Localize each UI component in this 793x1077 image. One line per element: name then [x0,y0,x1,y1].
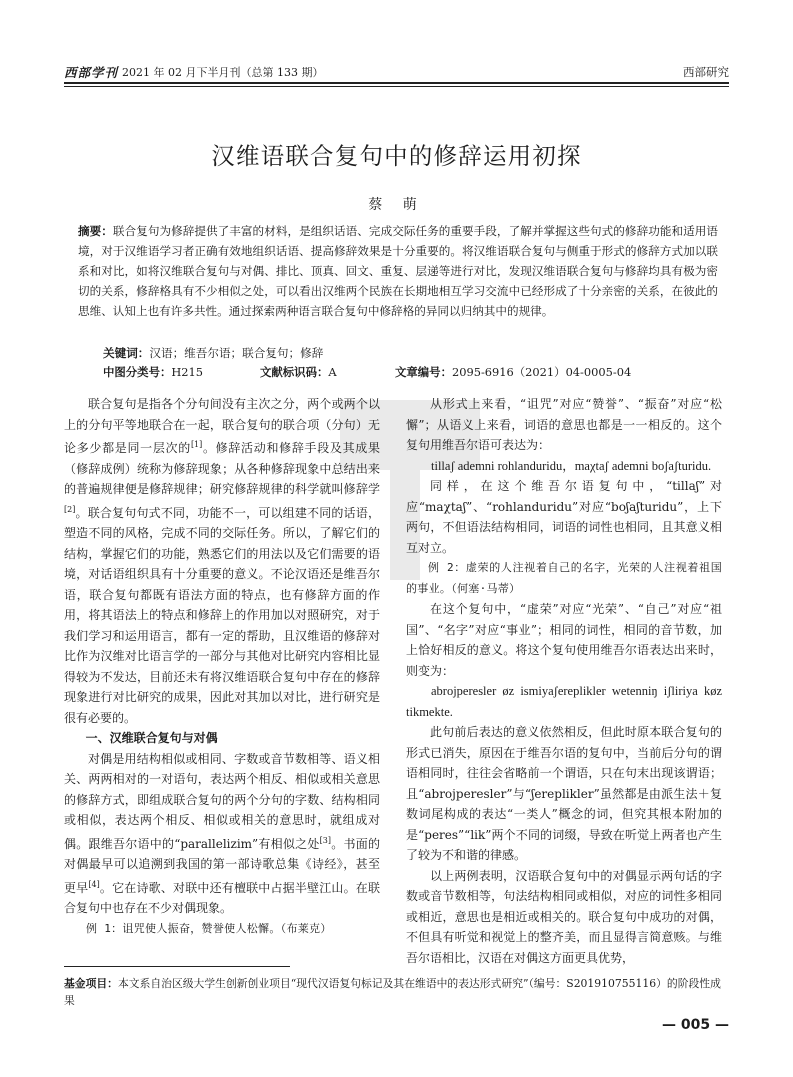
page-header [64,62,729,82]
article-author: 蔡 萌 [368,197,425,213]
header-rule-thick [64,82,729,84]
citation-ref: [4] [88,879,100,889]
article-title: 汉维语联合复句中的修辞运用初探 [211,142,582,170]
paragraph: 在这个复句中，“虚荣”对应“光荣”、“自己”对应“祖国”、“名字”对应“事业”；相同的词性，相同的音节数，加上恰好相反的意义。将这个复句使用维吾尔语表达出来时，则变为： [406,602,722,678]
section-heading: 一、汉维联合复句与对偶 [85,731,218,745]
keywords-text: 汉语；维吾尔语；联合复句；修辞 [149,346,324,360]
abstract-label: 摘要： [78,224,113,238]
footnote-text: 本文系自治区级大学生创新创业项目“现代汉语复句标记及其在维语中的表达形式研究”（编号：S201910755116）的阶段性成果 [64,977,721,1007]
citation-ref: [2] [64,504,76,514]
citation-ref: [3] [319,835,331,845]
clc-label: 中图分类号： [103,365,172,379]
article-number-value: 2095-6916（2021）04-0005-04 [451,365,632,379]
paragraph: 同样，在这个维吾尔语复句中，“tillaʃ”对应“maχtaʃ”、“rohlanduridu”对应“boʃaʃturidu”，上下两句，不但语法结构相同，词语的词性也相同，且其意义相互对立。 [406,479,722,555]
footnote-rule [64,966,290,967]
clc-value: H215 [171,365,204,379]
doc-code [260,364,337,380]
keywords-label: 关键词： [103,346,150,360]
example-sentence: 例 2：虚荣的人注视着自己的名字，光荣的人注视着祖国的事业。（何塞·马蒂） [406,561,722,595]
clc-code [103,364,203,380]
keywords [103,345,323,361]
article-number-label: 文章编号： [395,365,452,379]
uyghur-example: tillaʃ ademni rohlanduridu，maχtaʃ ademni boʃaʃturidu. [431,458,712,473]
body-column-left [64,394,380,939]
section-name: 西部研究 [683,65,729,79]
article-meta [103,364,723,382]
body-column-right [406,394,722,968]
paragraph: 从形式上来看，“诅咒”对应“赞誉”、“振奋”对应“松懈”；从语义上来看，词语的意思也都是一一相反的。这个复句用维吾尔语可表达为： [406,397,722,452]
journal-logo: 西部学刊 [64,65,119,80]
footnote [64,975,729,1009]
example-sentence: 例 1：诅咒使人振奋，赞誉使人松懈。（布莱克） [86,921,332,935]
doc-value: A [328,365,337,379]
header-rule-thin [64,86,729,87]
paragraph: 联合复句是指各个分句间没有主次之分，两个或两个以上的分句平等地联合在一起，联合复句的联合项（分句）无论多少都是同一层次的[1]。修辞活动和修辞手段及其成果（修辞成例）统称为修辞现象；从各种修辞现象中总结出来的普遍规律便是修辞规律；研究修辞规律的科学就叫修辞学[2]。联合复句句式不同，功能不一，可以组建不同的话语，塑造不同的风格，完成不同的交际任务。所以，了解它们的结构，掌握它们的功能，熟悉它们的用法以及它们需要的语境，对话语组织具有十分重要的意义。不论汉语还是维吾尔语，联合复句都既有语法方面的特点，也有修辞方面的作用，将其语法上的特点和修辞上的作用加以对照研究，对于我们学习和运用语言，都有一定的帮助，且汉维语的修辞对比作为汉维对比语言学的一部分与其他对比研究内容相比显得较为不发达，目前还未有将汉维语联合复句中存在的修辞现象进行对比研究的成果，因此对其加以对比，进行研究是很有必要的。 [64,397,380,725]
footnote-label: 基金项目： [64,977,118,990]
paragraph: 以上两例表明，汉语联合复句中的对偶显示两句话的字数或音节数相等，句法结构相同或相似，对应的词性多相同或相近，意思也是相近或相关的。联合复句中成功的对偶，不但具有听觉和视觉上的整齐美，而且显得言简意赅。与维吾尔语相比，汉语在对偶这方面更具优势， [406,868,722,965]
doc-label: 文献标识码： [260,365,329,379]
abstract-text: 联合复句为修辞提供了丰富的材料，是组织话语、完成交际任务的重要手段，了解并掌握这些句式的修辞功能和适用语境，对于汉维语学习者正确有效地组织话语、提高修辞效果是十分重要的。将汉维语联合复句与侧重于形式的修辞方式加以联系和对比，如将汉维联合复句与对偶、排比、顶真、回文、重复、层递等进行对比，发现汉维语联合复句与修辞均具有极为密切的关系，修辞格具有不少相似之处，可以看出汉维两个民族在长期地相互学习交流中已经形成了十分亲密的关系，在彼此的思维、认知上也有许多共性。通过探索两种语言联合复句中修辞格的异同以归纳其中的规律。 [78,224,718,319]
page-number: — 005 — [662,1017,729,1033]
uyghur-example: abrojperesler øz ismiyaʃereplikler wetenniŋ iʃliriya køz tikmekte. [406,684,722,719]
paragraph: 对偶是用结构相似或相同、字数或音节数相等、语义相关、两两相对的一对语句，表达两个相反、相似或相关意思的修辞方式，即组成联合复句的两个分句的字数、结构相同或相似，表达两个相反、相似或相关的意思时，就组成对偶。跟维吾尔语中的“parallelizim”有相似之处[3]。书面的对偶最早可以追溯到我国的第一部诗歌总集《诗经》，甚至更早[4]。它在诗歌、对联中还有檀联中占据半壁江山。在联合复句中也存在不少对偶现象。 [64,751,380,915]
article-number [395,364,631,380]
issue-line: 2021 年 02 月下半月刊（总第 133 期） [122,66,324,79]
citation-ref: [1] [190,440,203,449]
abstract [78,221,718,321]
paragraph: 此句前后表达的意义依然相反，但此时原本联合复句的形式已消失，原因在于维吾尔语的复句中，当前后分句的谓语相同时，往往会省略前一个谓语，只在句末出现该谓语；且“abrojperesler”与“ʃereplikler”虽然都是由派生法＋复数词尾构成的表达“一类人”概念的词，但究其根本附加的是“peres”“lik”两个不同的词缀，导致在听觉上两者也产生了较为不和谐的律感。 [406,725,722,862]
